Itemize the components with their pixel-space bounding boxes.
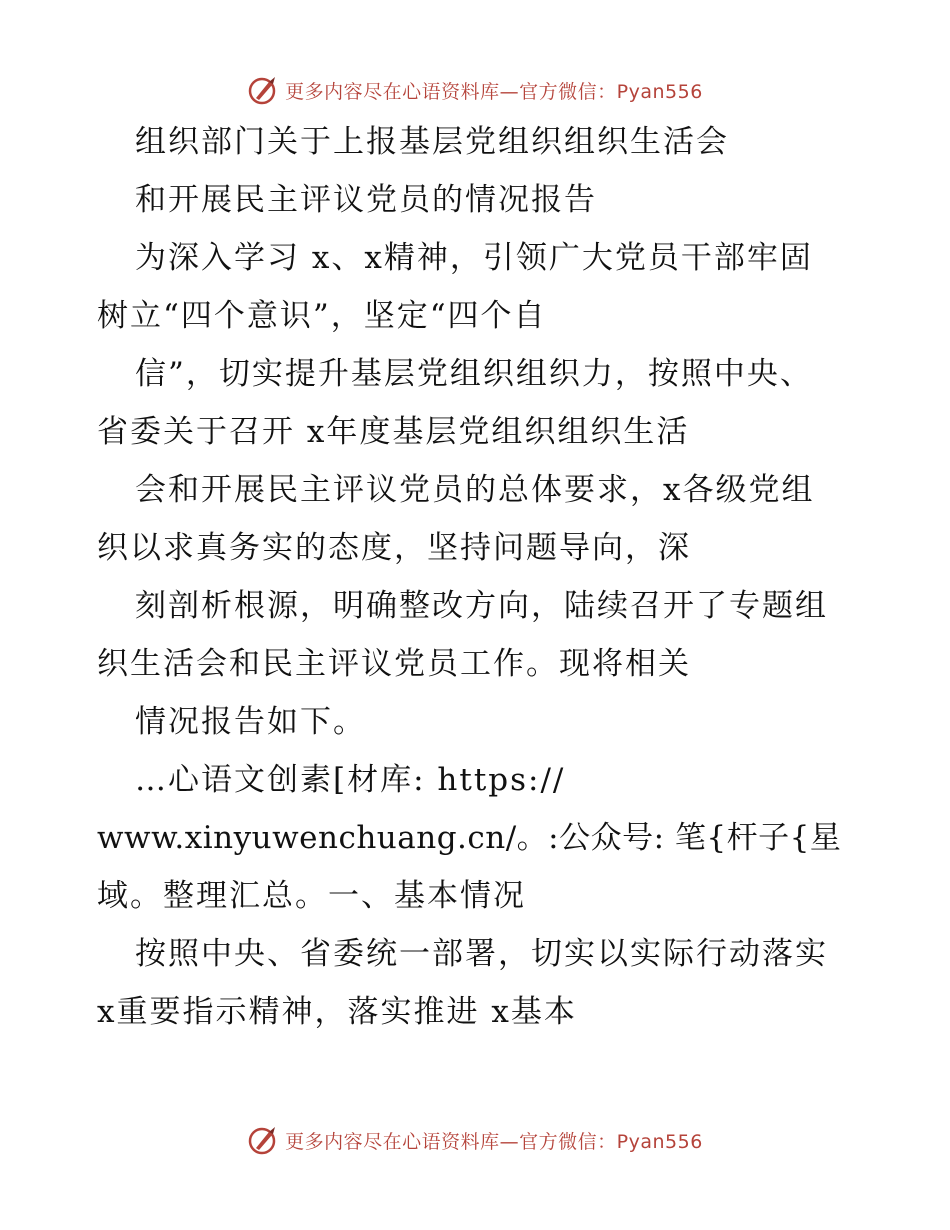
title-line-2: 和开展民主评议党员的情况报告 [135,182,597,218]
paragraph-line: 信”，切实提升基层党组织组织力，按照中央、 [135,356,813,392]
quill-logo-icon [247,1124,279,1156]
quill-logo-icon [247,74,279,106]
paragraph-line: www.xinyuwenchuang.cn/。:公众号: 笔{杆子{星 [97,820,842,856]
footer-banner [0,1120,950,1160]
title-line-1: 组织部门关于上报基层党组织组织生活会 [135,124,729,160]
banner-text: 更多内容尽在心语资料库—官方微信：Pyan556 [285,1130,703,1153]
paragraph-line: 织生活会和民主评议党员工作。现将相关 [97,646,691,682]
paragraph-line: 树立“四个意识”，坚定“四个自 [97,298,547,334]
paragraph-line: 按照中央、省委统一部署，切实以实际行动落实 [135,936,828,972]
paragraph-line: 织以求真务实的态度，坚持问题导向，深 [97,530,691,566]
paragraph-line: 为深入学习 x、x精神，引领广大党员干部牢固 [135,240,813,276]
paragraph-line: 省委关于召开 x年度基层党组织组织生活 [97,414,690,450]
paragraph-line: 刻剖析根源，明确整改方向，陆续召开了专题组 [135,588,828,624]
paragraph-line: 域。整理汇总。一、基本情况 [97,878,526,914]
paragraph-line: x重要指示精神，落实推进 x基本 [97,994,577,1030]
paragraph-line: 会和开展民主评议党员的总体要求，x各级党组 [135,472,815,508]
header-banner [0,70,950,110]
banner-text: 更多内容尽在心语资料库—官方微信：Pyan556 [285,80,703,103]
paragraph-line: …心语文创素[材库: https:// [135,762,566,798]
paragraph-line: 情况报告如下。 [135,704,366,740]
